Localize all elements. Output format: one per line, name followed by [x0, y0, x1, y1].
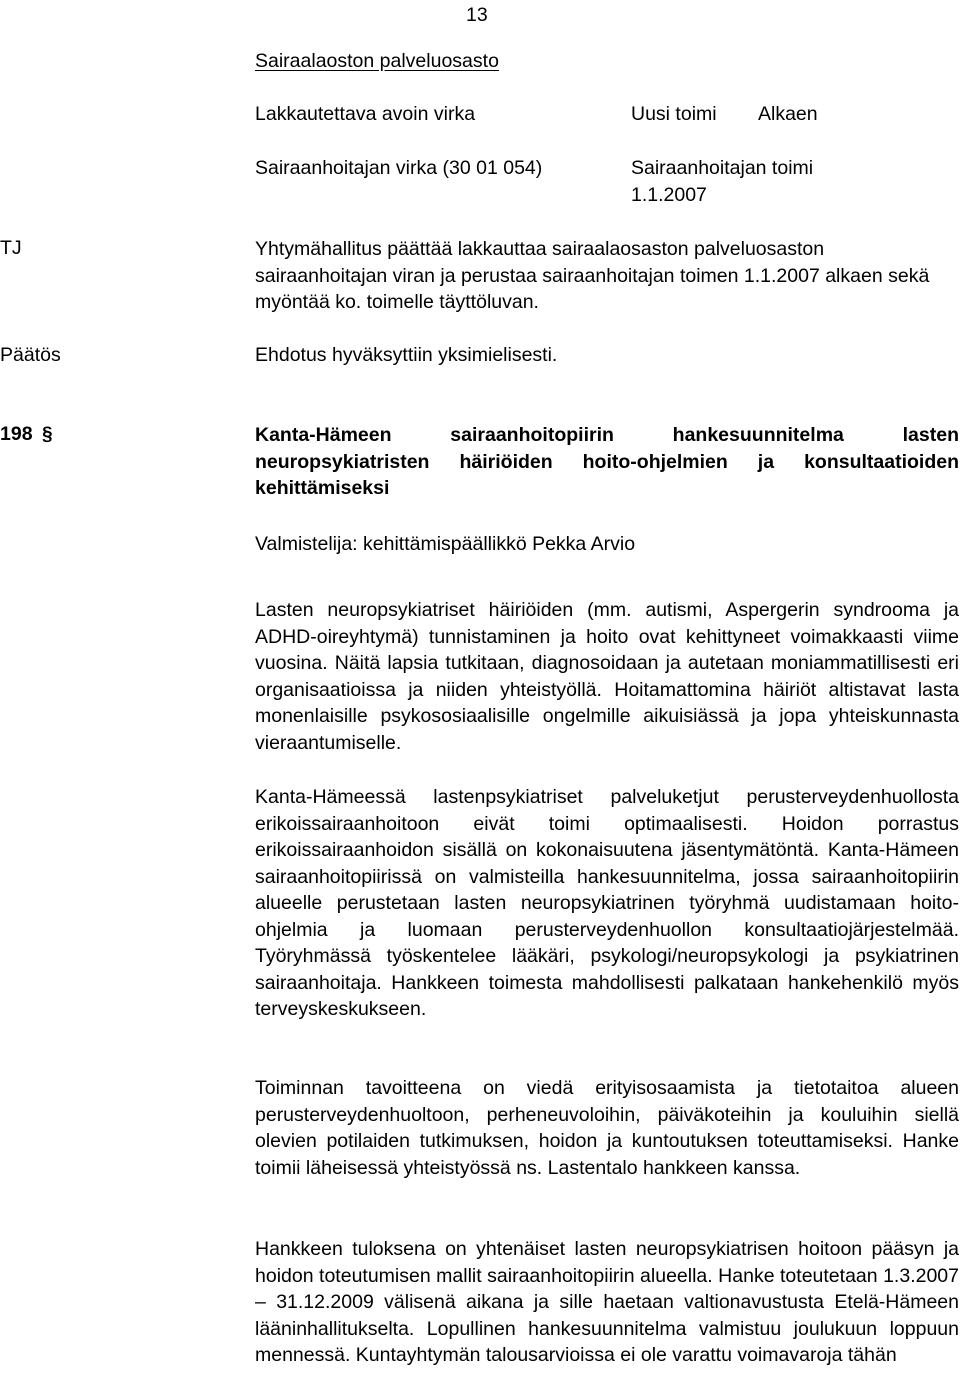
table-header-start: Alkaen — [758, 103, 818, 125]
tj-label: TJ — [0, 237, 22, 259]
section-sign: § — [41, 424, 53, 445]
page-number: 13 — [466, 4, 488, 26]
tj-proposal: Yhtymähallitus päättää lakkauttaa sairaalaosaston palveluosaston sairaanhoitajan viran ja perustaa sairaanhoitajan toimen 1.1.2007 alkaen sekä myöntää ko. toimelle täyttöluvan. — [255, 238, 930, 313]
item-title: Kanta-Hämeen sairaanhoitopiirin hankesuunnitelma lasten neuropsykiatristen häiriöiden hoito-ohjelmien ja konsultaatioiden kehittämiseksi — [255, 424, 959, 499]
paragraph-4: Hankkeen tuloksena on yhtenäiset lasten neuropsykiatrisen hoitoon pääsyn ja hoidon toteutumisen mallit sairaanhoitopiirin alueella. Hanke toteutetaan 1.3.2007 – 31.12.2009 välisenä aikana ja sille haetaan valtionavustusta Etelä-Hämeen lääninhallitukselta. Lopullinen hankesuunnitelma valmistuu joulukuun loppuun mennessä. Kuntayhtymän talousarvioissa ei ole varattu voimavaroja tähän — [255, 1238, 959, 1366]
paragraph-1: Lasten neuropsykiatriset häiriöiden (mm. autismi, Aspergerin syndrooma ja ADHD-oireyhtymä) tunnistaminen ja hoito ovat kehittyneet voimakkaasti viime vuosina. Näitä lapsia tutkitaan, diagnosoidaan ja autetaan moniammatillisesti eri organisaatioissa ja niiden yhteistyöllä. Hoitamattomina häiriöt altistavat lasta monenlaisille psykososiaalisille ongelmille aikuisiässä ja jopa yhteiskunnasta vieraantumiselle. — [255, 599, 959, 754]
table-cell-new-post: Sairaanhoitajan toimi — [631, 157, 814, 179]
table-cell-start-date: 1.1.2007 — [631, 184, 707, 206]
decision-text: Ehdotus hyväksyttiin yksimielisesti. — [255, 344, 558, 366]
item-number-value: 198 — [0, 423, 33, 445]
section-title: Sairaalaoston palveluosasto — [255, 50, 499, 72]
paragraph-2: Kanta-Hämeessä lastenpsykiatriset palveluketjut perusterveydenhuollosta erikoissairaanhoitoon eivät toimi optimaalisesti. Hoidon porrastus erikoissairaanhoidon sisällä on kokonaisuutena jäsentymätöntä. Kanta-Hämeen sairaanhoitopiirissä on valmisteilla hankesuunnitelma, jossa sairaanhoitopiirin alueelle perustetaan lasten neuropsykiatrinen työryhmä uudistamaan hoito-ohjelmia ja luomaan perusterveydenhuollon konsultaatiojärjestelmää. Työryhmässä työskentelee lääkäri, psykologi/neuropsykologi ja psykiatrinen sairaanhoitaja. Hankkeen toimesta mahdollisesti palkataan hankehenkilö myös terveyskeskukseen. — [255, 786, 959, 1020]
table-header-new-post: Uusi toimi — [631, 103, 717, 125]
item-number — [0, 423, 53, 446]
table-header-abolished-post: Lakkautettava avoin virka — [255, 103, 476, 125]
paragraph-3: Toiminnan tavoitteena on viedä erityisosaamista ja tietotaitoa alueen perusterveydenhuoltoon, perheneuvoloihin, päiväkoteihin ja kouluihin siellä olevien potilaiden tutkimuksen, hoidon ja kuntoutuksen toteuttamiseksi. Hanke toimii läheisessä yhteistyössä ns. Lastentalo hankkeen kanssa. — [255, 1077, 959, 1179]
item-preparer: Valmistelija: kehittämispäällikkö Pekka Arvio — [255, 533, 636, 555]
table-cell-abolished-post: Sairaanhoitajan virka (30 01 054) — [255, 157, 543, 179]
decision-label: Päätös — [0, 344, 61, 366]
